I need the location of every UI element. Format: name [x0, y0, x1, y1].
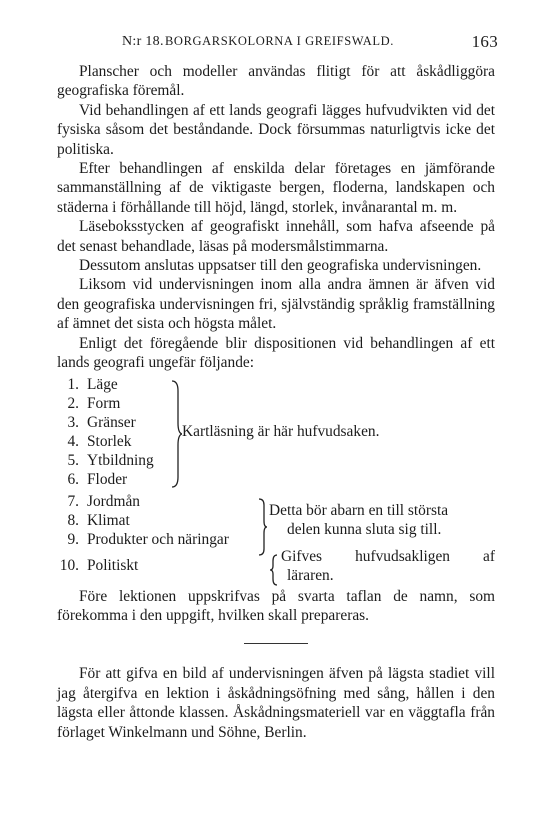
list-item: 6. Floder: [67, 470, 128, 488]
list-item: 2. Form: [67, 394, 121, 412]
running-title: BORGARSKOLORNA I GREIFSWALD.: [165, 34, 394, 48]
note-children-line1: Detta bör abarn en till största: [269, 501, 449, 519]
paragraph-5: Dessutom anslutas uppsatser till den geografiska undervisningen.: [79, 257, 482, 275]
list-item: 7. Jordmån: [67, 492, 141, 510]
brace-icon: [170, 379, 182, 489]
list-item: 8. Klimat: [67, 511, 130, 529]
note-teacher-line1: Gifves hufvudsakligen af: [281, 547, 495, 565]
paragraph-1: Planscher och modeller användas flitigt för att åskådliggöra geografiska föremål.: [57, 63, 495, 100]
paragraph-2: Vid behandlingen af ett lands geografi lägges hufvudvikten vid det fysiska såsom det beståndande. Dock försummas naturligtvis icke det politiska.: [57, 101, 495, 158]
note-map-reading: Kartläsning är här hufvudsaken.: [182, 422, 380, 440]
paragraph-6: Liksom vid undervisningen inom alla andra ämnen är äfven vid den geografiska undervisningen fri, självständig språklig framställning af ämnet det sista och högsta målet.: [57, 276, 495, 333]
section-divider: [244, 643, 308, 644]
list-item: 5. Ytbildning: [67, 451, 154, 469]
issue-number: N:r 18.: [122, 34, 164, 49]
paragraph-9: För att gifva en bild af undervisningen äfven på lägsta stadiet vill jag återgifva en lektion i åskådningsöfning med sång, hållen i den lägsta eller åttonde klassen. Åskådningsmateriell var en väggtafla från förlaget Winkelmann und Söhne, Berlin.: [57, 665, 495, 741]
note-teacher-line2: läraren.: [287, 566, 334, 584]
brace-icon: [269, 553, 279, 587]
paragraph-3: Efter behandlingen af enskilda delar företages en jämförande sammanställning af de viktigaste bergen, floderna, landskapen och städerna i förhållande till höjd, längd, storlek, invånarantal m. m.: [57, 160, 495, 216]
brace-icon: [257, 497, 267, 557]
list-item: 10. Politiskt: [59, 556, 139, 574]
page-number: 163: [471, 32, 498, 51]
list-item: 3. Gränser: [67, 413, 136, 431]
list-item: 1. Läge: [67, 375, 118, 393]
list-item: 4. Storlek: [67, 432, 132, 450]
paragraph-4: Läseboksstycken af geografiskt innehåll, som hafva afseende på det senast behandlade, läsas på modersmålstimmarna.: [57, 218, 495, 255]
running-header: [60, 34, 498, 54]
paragraph-8: Före lektionen uppskrifvas på svarta taflan de namn, som förekomma i den uppgift, hvilken skall prepareras.: [57, 587, 495, 624]
note-children-line2: delen kunna sluta sig till.: [287, 520, 442, 538]
list-item: 9. Produkter och näringar: [67, 530, 229, 548]
disposition-list: [57, 375, 495, 587]
page-body: [57, 62, 495, 742]
paragraph-7: Enligt det föregående blir dispositionen vid behandlingen af ett lands geografi ungefär följande:: [57, 334, 495, 372]
